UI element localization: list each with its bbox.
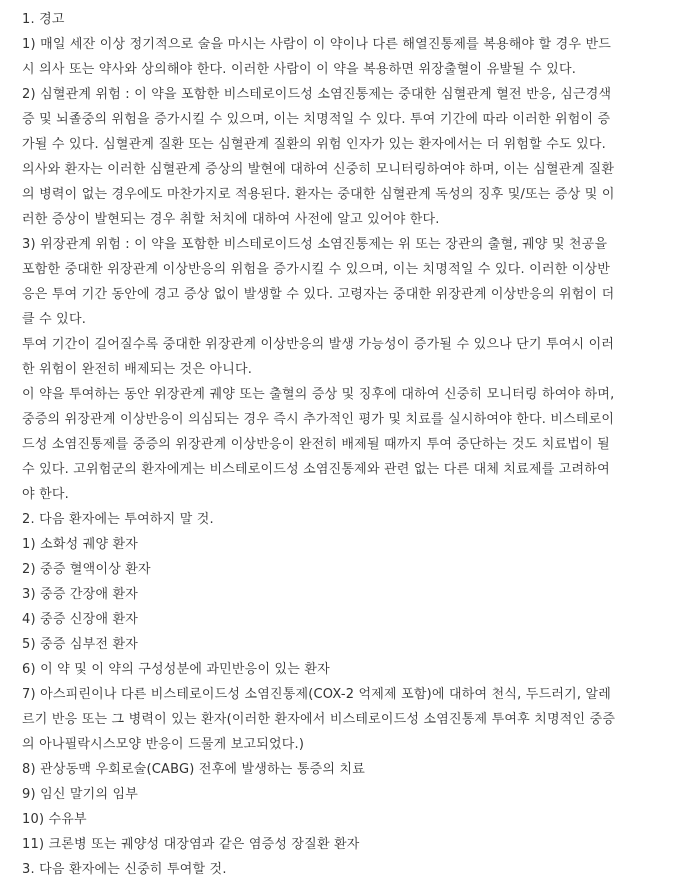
list-item: 8) 관상동맥 우회로술(CABG) 전후에 발생하는 통증의 치료 [22, 762, 365, 777]
text-line: 의사와 환자는 이러한 심혈관계 증상의 발현에 대하여 신중히 모니터링하여야 하며, 이는 심혈관계 질환 [22, 162, 615, 177]
text-line: 클 수 있다. [22, 312, 87, 327]
text-line: 시 의사 또는 약사와 상의해야 한다. 이러한 사람이 이 약을 복용하면 위장출혈이 유발될 수 있다. [22, 62, 577, 77]
section-heading-caution: 3. 다음 환자에는 신중히 투여할 것. [22, 862, 227, 877]
text-line: 수 있다. 고위험군의 환자에게는 비스테로이드성 소염진통제와 관련 없는 다른 대체 치료제를 고려하여 [22, 462, 610, 477]
text-line: 드성 소염진통제를 중증의 위장관계 이상반응이 완전히 배제될 때까지 투여 중단하는 것도 치료법이 될 [22, 437, 610, 452]
list-item: 11) 크론병 또는 궤양성 대장염과 같은 염증성 장질환 환자 [22, 837, 360, 852]
list-item: 9) 임신 말기의 임부 [22, 787, 139, 802]
list-item: 르기 반응 또는 그 병력이 있는 환자(이러한 환자에서 비스테로이드성 소염진통제 투여후 치명적인 중증 [22, 712, 616, 727]
text-line: 투여 기간이 길어질수록 중대한 위장관계 이상반응의 발생 가능성이 증가될 수 있으나 단기 투여시 이러 [22, 337, 615, 352]
text-line: 3) 위장관계 위험 : 이 약을 포함한 비스테로이드성 소염진통제는 위 또는 장관의 출혈, 궤양 및 천공을 [22, 237, 608, 252]
text-line: 2) 심혈관계 위험 : 이 약을 포함한 비스테로이드성 소염진통제는 중대한 심혈관계 혈전 반응, 심근경색 [22, 87, 612, 102]
list-item: 7) 아스피린이나 다른 비스테로이드성 소염진통제(COX-2 억제제 포함)에 대하여 천식, 두드러기, 알레 [22, 687, 612, 702]
text-line: 응은 투여 기간 동안에 경고 증상 없이 발생할 수 있다. 고령자는 중대한 위장관계 이상반응의 위험이 더 [22, 287, 615, 302]
list-item: 1) 소화성 궤양 환자 [22, 537, 139, 552]
section-heading-contraindications: 2. 다음 환자에는 투여하지 말 것. [22, 512, 214, 527]
text-line: 한 위험이 완전히 배제되는 것은 아니다. [22, 362, 253, 377]
text-line: 가될 수 있다. 심혈관계 질환 또는 심혈관계 질환의 위험 인자가 있는 환자에서는 더 위험할 수도 있다. [22, 137, 606, 152]
list-item: 4) 중증 신장애 환자 [22, 612, 139, 627]
text-line: 증 및 뇌졸중의 위험을 증가시킬 수 있으며, 이는 치명적일 수 있다. 투여 기간에 따라 이러한 위험이 증 [22, 112, 611, 127]
text-line: 이 약을 투여하는 동안 위장관계 궤양 또는 출혈의 증상 및 징후에 대하여 신중히 모니터링 하여야 하며, [22, 387, 615, 402]
list-item: 의 아나필락시스모양 반응이 드물게 보고되었다.) [22, 737, 305, 752]
section-heading-warning: 1. 경고 [22, 12, 65, 27]
text-line: 야 한다. [22, 487, 69, 502]
text-line: 의 병력이 없는 경우에도 마찬가지로 적용된다. 환자는 중대한 심혈관계 독성의 징후 및/또는 증상 및 이 [22, 187, 615, 202]
list-item: 6) 이 약 및 이 약의 구성성분에 과민반응이 있는 환자 [22, 662, 330, 677]
text-line: 1) 매일 세잔 이상 정기적으로 술을 마시는 사람이 이 약이나 다른 해열진통제를 복용해야 할 경우 반드 [22, 37, 612, 52]
list-item: 2) 중증 혈액이상 환자 [22, 562, 151, 577]
list-item: 3) 중증 간장애 환자 [22, 587, 139, 602]
list-item: 5) 중증 심부전 환자 [22, 637, 139, 652]
text-line: 러한 증상이 발현되는 경우 취할 처치에 대하여 사전에 알고 있어야 한다. [22, 212, 440, 227]
list-item: 10) 수유부 [22, 812, 87, 827]
text-line: 포함한 중대한 위장관계 이상반응의 위험을 증가시킬 수 있으며, 이는 치명적일 수 있다. 이러한 이상반 [22, 262, 611, 277]
text-line: 중증의 위장관계 이상반응이 의심되는 경우 즉시 추가적인 평가 및 치료를 실시하여야 한다. 비스테로이 [22, 412, 615, 427]
